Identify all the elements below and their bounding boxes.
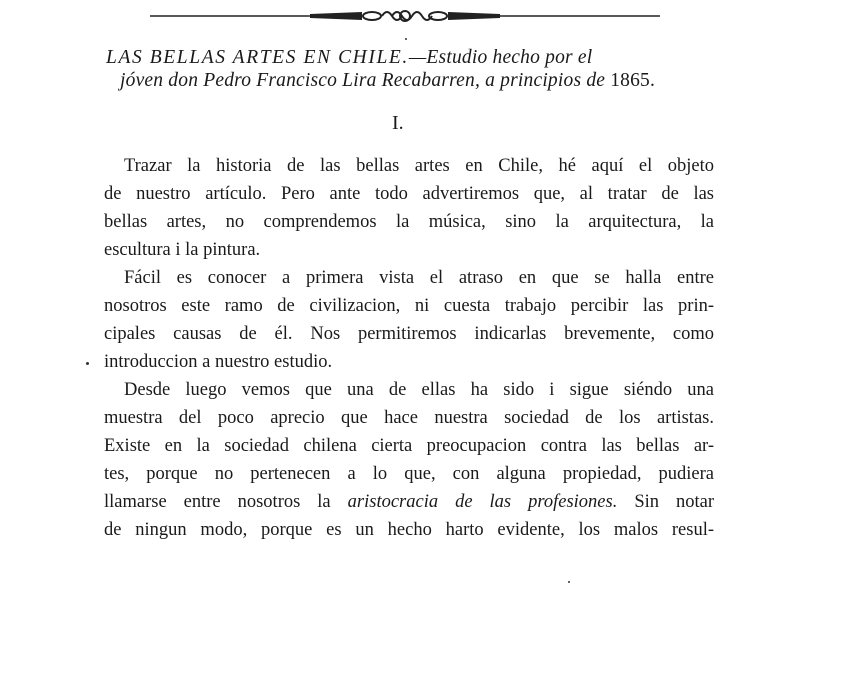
body-line: Existe en la sociedad chilena cierta preocupacion contra las bellas ar- xyxy=(104,436,714,456)
body-line: tes, porque no pertenecen a lo que, con alguna propiedad, pudiera xyxy=(104,464,714,484)
print-speck xyxy=(86,362,89,365)
body-line: de ningun modo, porque es un hecho harto evidente, los malos resul- xyxy=(104,520,714,540)
body-line: escultura i la pintura. xyxy=(104,240,261,260)
article-title xyxy=(106,46,716,92)
body-line: cipales causas de él. Nos permitiremos indicarlas brevemente, como xyxy=(104,324,714,344)
print-speck xyxy=(405,38,407,40)
title-line-2-text: jóven don Pedro Francisco Lira Recabarren, a principios de xyxy=(120,70,606,91)
title-line-2 xyxy=(106,69,716,92)
body-line-text: llamarse entre nosotros la xyxy=(104,492,331,512)
title-rest: —Estudio hecho por el xyxy=(408,47,593,68)
body-line xyxy=(104,488,714,516)
body-line: muestra del poco aprecio que hace nuestra sociedad de los artistas. xyxy=(104,408,714,428)
italic-phrase: aristocracia de las profesiones. xyxy=(347,492,618,512)
article-body xyxy=(104,152,714,544)
section-number: I. xyxy=(392,112,404,134)
body-line: Trazar la historia de las bellas artes en Chile, hé aquí el objeto xyxy=(124,156,714,176)
body-line: introduccion a nuestro estudio. xyxy=(104,352,333,372)
body-line: de nuestro artículo. Pero ante todo advertiremos que, al tratar de las xyxy=(104,184,714,204)
body-line: Fácil es conocer a primera vista el atraso en que se halla entre xyxy=(124,268,714,288)
body-line: bellas artes, no comprendemos la música, sino la arquitectura, la xyxy=(104,212,714,232)
ornament-rule xyxy=(150,6,660,26)
title-line-1 xyxy=(106,46,716,69)
print-speck xyxy=(568,581,570,583)
body-line: nosotros este ramo de civilizacion, ni cuesta trabajo percibir las prin- xyxy=(104,296,714,316)
body-line-text: Sin notar xyxy=(634,492,715,512)
body-line: Desde luego vemos que una de ellas ha sido i sigue siéndo una xyxy=(124,380,714,400)
title-caps: LAS BELLAS ARTES EN CHILE. xyxy=(106,47,409,68)
title-year: 1865. xyxy=(610,70,656,91)
